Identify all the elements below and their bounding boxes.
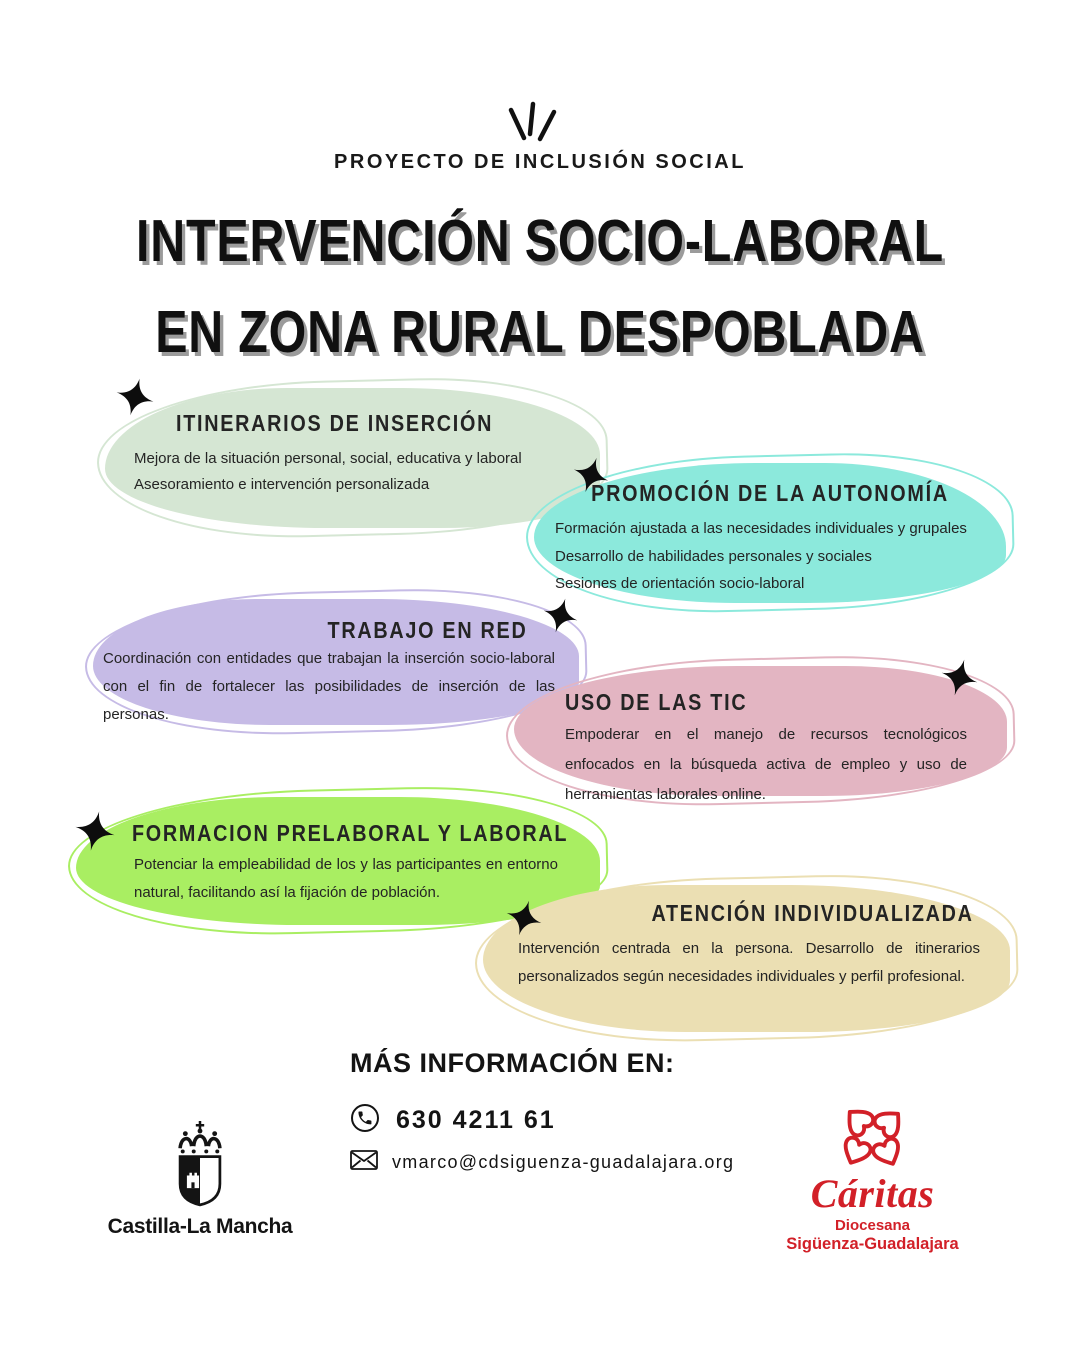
page-title xyxy=(0,196,1080,378)
caritas-sub2: Sigüenza-Guadalajara xyxy=(786,1235,959,1253)
castilla-logo-text: Castilla-La Mancha xyxy=(107,1215,293,1238)
section-body: Potenciar la empleabilidad de los y las participantes en entorno natural, facilitando así la fijación de población. xyxy=(134,856,558,901)
phone-icon xyxy=(350,1103,380,1138)
title-line-2: EN ZONA RURAL DESPOBLADA xyxy=(155,299,925,365)
project-kicker: PROYECTO DE INCLUSIÓN SOCIAL xyxy=(334,151,746,173)
section-body: Empoderar en el manejo de recursos tecnológicos enfocados en la búsqueda activa de empleo y uso de herramientas laborales online. xyxy=(565,726,967,803)
caritas-sub1: Diocesana xyxy=(834,1217,911,1234)
email-address: vmarco@cdsiguenza-guadalajara.org xyxy=(392,1152,735,1172)
contact-heading: MÁS INFORMACIÓN EN: xyxy=(350,1048,675,1078)
section-itinerarios xyxy=(105,388,600,528)
body-line: Mejora de la situación personal, social, educativa y laboral xyxy=(134,450,522,467)
body-line: Asesoramiento e intervención personalizada xyxy=(134,476,430,493)
phone-number: 630 4211 61 xyxy=(396,1106,556,1134)
title-line-1: INTERVENCIÓN SOCIO-LABORAL xyxy=(136,208,944,274)
castilla-la-mancha-logo xyxy=(100,1120,300,1239)
section-title: ATENCIÓN INDIVIDUALIZADA xyxy=(651,900,974,926)
section-atencion xyxy=(483,885,1010,1032)
section-body: Coordinación con entidades que trabajan la inserción socio-laboral con el fin de fortalecer las posibilidades de inserción de las personas. xyxy=(103,650,555,723)
section-title: ITINERARIOS DE INSERCIÓN xyxy=(176,410,494,436)
body-line: Desarrollo de habilidades personales y sociales xyxy=(555,547,872,565)
section-title: USO DE LAS TIC xyxy=(565,689,748,715)
section-title: FORMACION PRELABORAL Y LABORAL xyxy=(132,820,569,846)
contact-block xyxy=(350,1048,734,1175)
caritas-hearts-cross-icon xyxy=(841,1105,905,1174)
section-body: Intervención centrada en la persona. Desarrollo de itinerarios personalizados según necesidades individuales y perfil profesional. xyxy=(518,940,980,985)
phone-row xyxy=(350,1103,734,1138)
section-title: TRABAJO EN RED xyxy=(327,617,527,643)
section-body xyxy=(555,515,967,598)
section-trabajo-en-red xyxy=(93,599,579,725)
email-row xyxy=(350,1150,734,1175)
section-uso-tic xyxy=(514,666,1007,803)
castilla-crest-icon xyxy=(167,1120,233,1213)
sparkle-icon xyxy=(71,807,118,854)
body-line: Formación ajustada a las necesidades individuales y grupales xyxy=(555,520,967,537)
envelope-icon xyxy=(350,1150,378,1175)
caritas-logo xyxy=(775,1105,970,1254)
body-line: Sesiones de orientación socio-laboral xyxy=(555,575,805,592)
rays-icon xyxy=(502,101,562,145)
section-body xyxy=(134,446,522,498)
section-title: PROMOCIÓN DE LA AUTONOMÍA xyxy=(591,480,949,506)
caritas-wordmark: Cáritas xyxy=(810,1171,935,1216)
